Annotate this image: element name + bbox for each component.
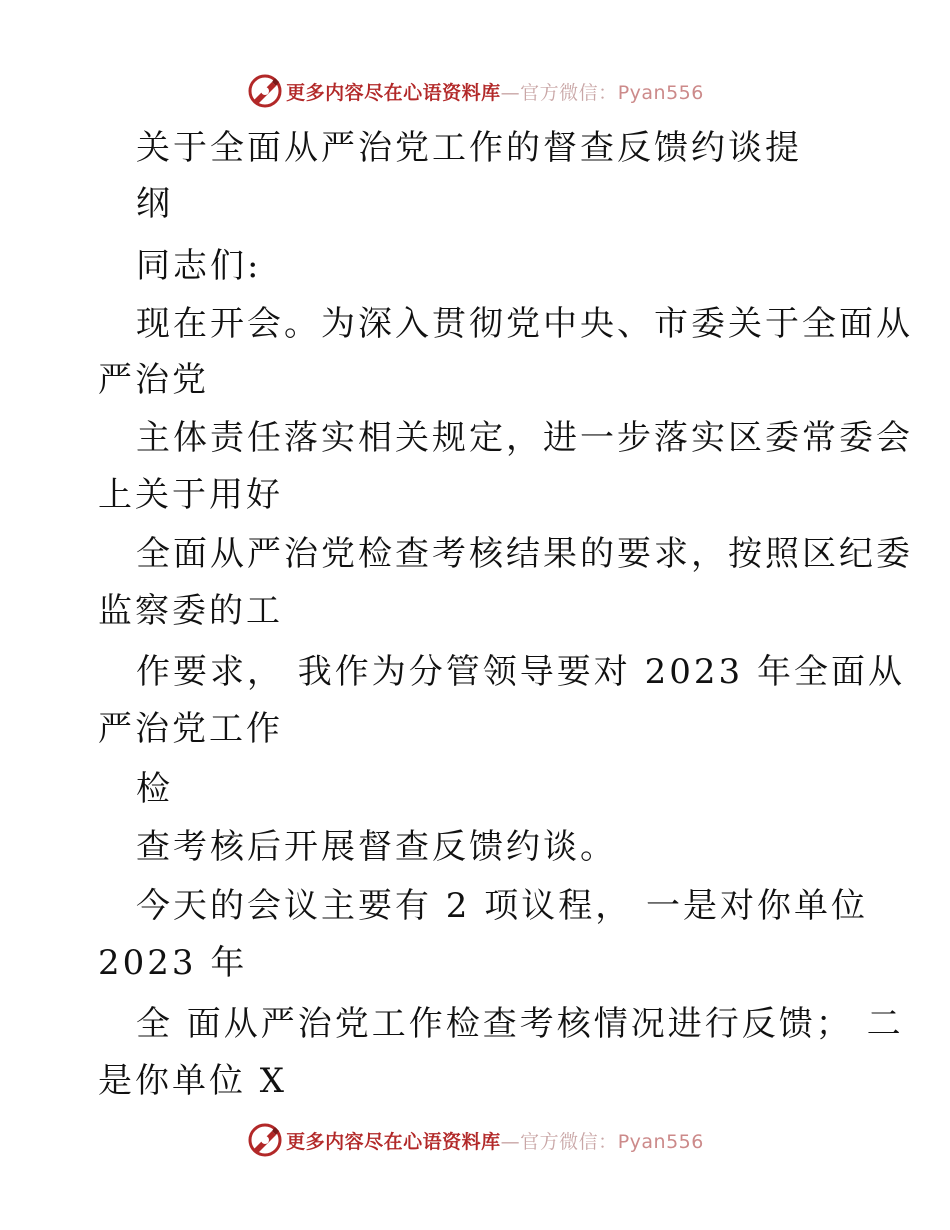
pen-logo-icon xyxy=(246,72,284,110)
header-banner-wechat-id: Pyan556 xyxy=(617,81,704,104)
paragraph-line: 严治党 xyxy=(98,360,209,400)
paragraph-line: 2023 年 xyxy=(98,943,248,983)
footer-banner-label: 官方微信： xyxy=(520,1130,618,1153)
paragraph-line: 作要求， 我作为分管领导要对 2023 年全面从 xyxy=(136,652,905,692)
paragraph-line: 监察委的工 xyxy=(98,591,283,631)
footer-banner-text xyxy=(286,1127,704,1154)
pen-logo-icon xyxy=(246,1121,284,1159)
header-banner-separator: — xyxy=(500,81,521,104)
header-banner-text xyxy=(286,78,704,105)
header-banner-brand: 更多内容尽在心语资料库 xyxy=(286,81,501,104)
footer-banner-separator: — xyxy=(500,1130,521,1153)
salutation: 同志们: xyxy=(136,246,262,286)
paragraph-line: 今天的会议主要有 2 项议程， 一是对你单位 xyxy=(136,886,869,926)
footer-banner-brand: 更多内容尽在心语资料库 xyxy=(286,1130,501,1153)
title-line-2: 纲 xyxy=(136,184,173,224)
paragraph-line: 全 面从严治党工作检查考核情况进行反馈； 二 xyxy=(136,1004,904,1044)
paragraph-line: 主体责任落实相关规定，进一步落实区委常委会 xyxy=(136,418,913,458)
paragraph-line: 严治党工作 xyxy=(98,709,283,749)
paragraph-line: 现在开会。为深入贯彻党中央、市委关于全面从 xyxy=(136,304,913,344)
paragraph-line: 上关于用好 xyxy=(98,475,283,515)
title-line-1: 关于全面从严治党工作的督查反馈约谈提 xyxy=(136,128,802,168)
paragraph-line: 全面从严治党检查考核结果的要求，按照区纪委 xyxy=(136,534,913,574)
paragraph-line: 是你单位 X xyxy=(98,1061,288,1101)
paragraph-line: 查考核后开展督查反馈约谈。 xyxy=(136,827,617,867)
footer-banner xyxy=(0,1118,950,1162)
header-banner xyxy=(0,69,950,113)
footer-banner-wechat-id: Pyan556 xyxy=(617,1130,704,1153)
header-banner-label: 官方微信： xyxy=(520,81,618,104)
paragraph-line: 检 xyxy=(136,769,173,809)
